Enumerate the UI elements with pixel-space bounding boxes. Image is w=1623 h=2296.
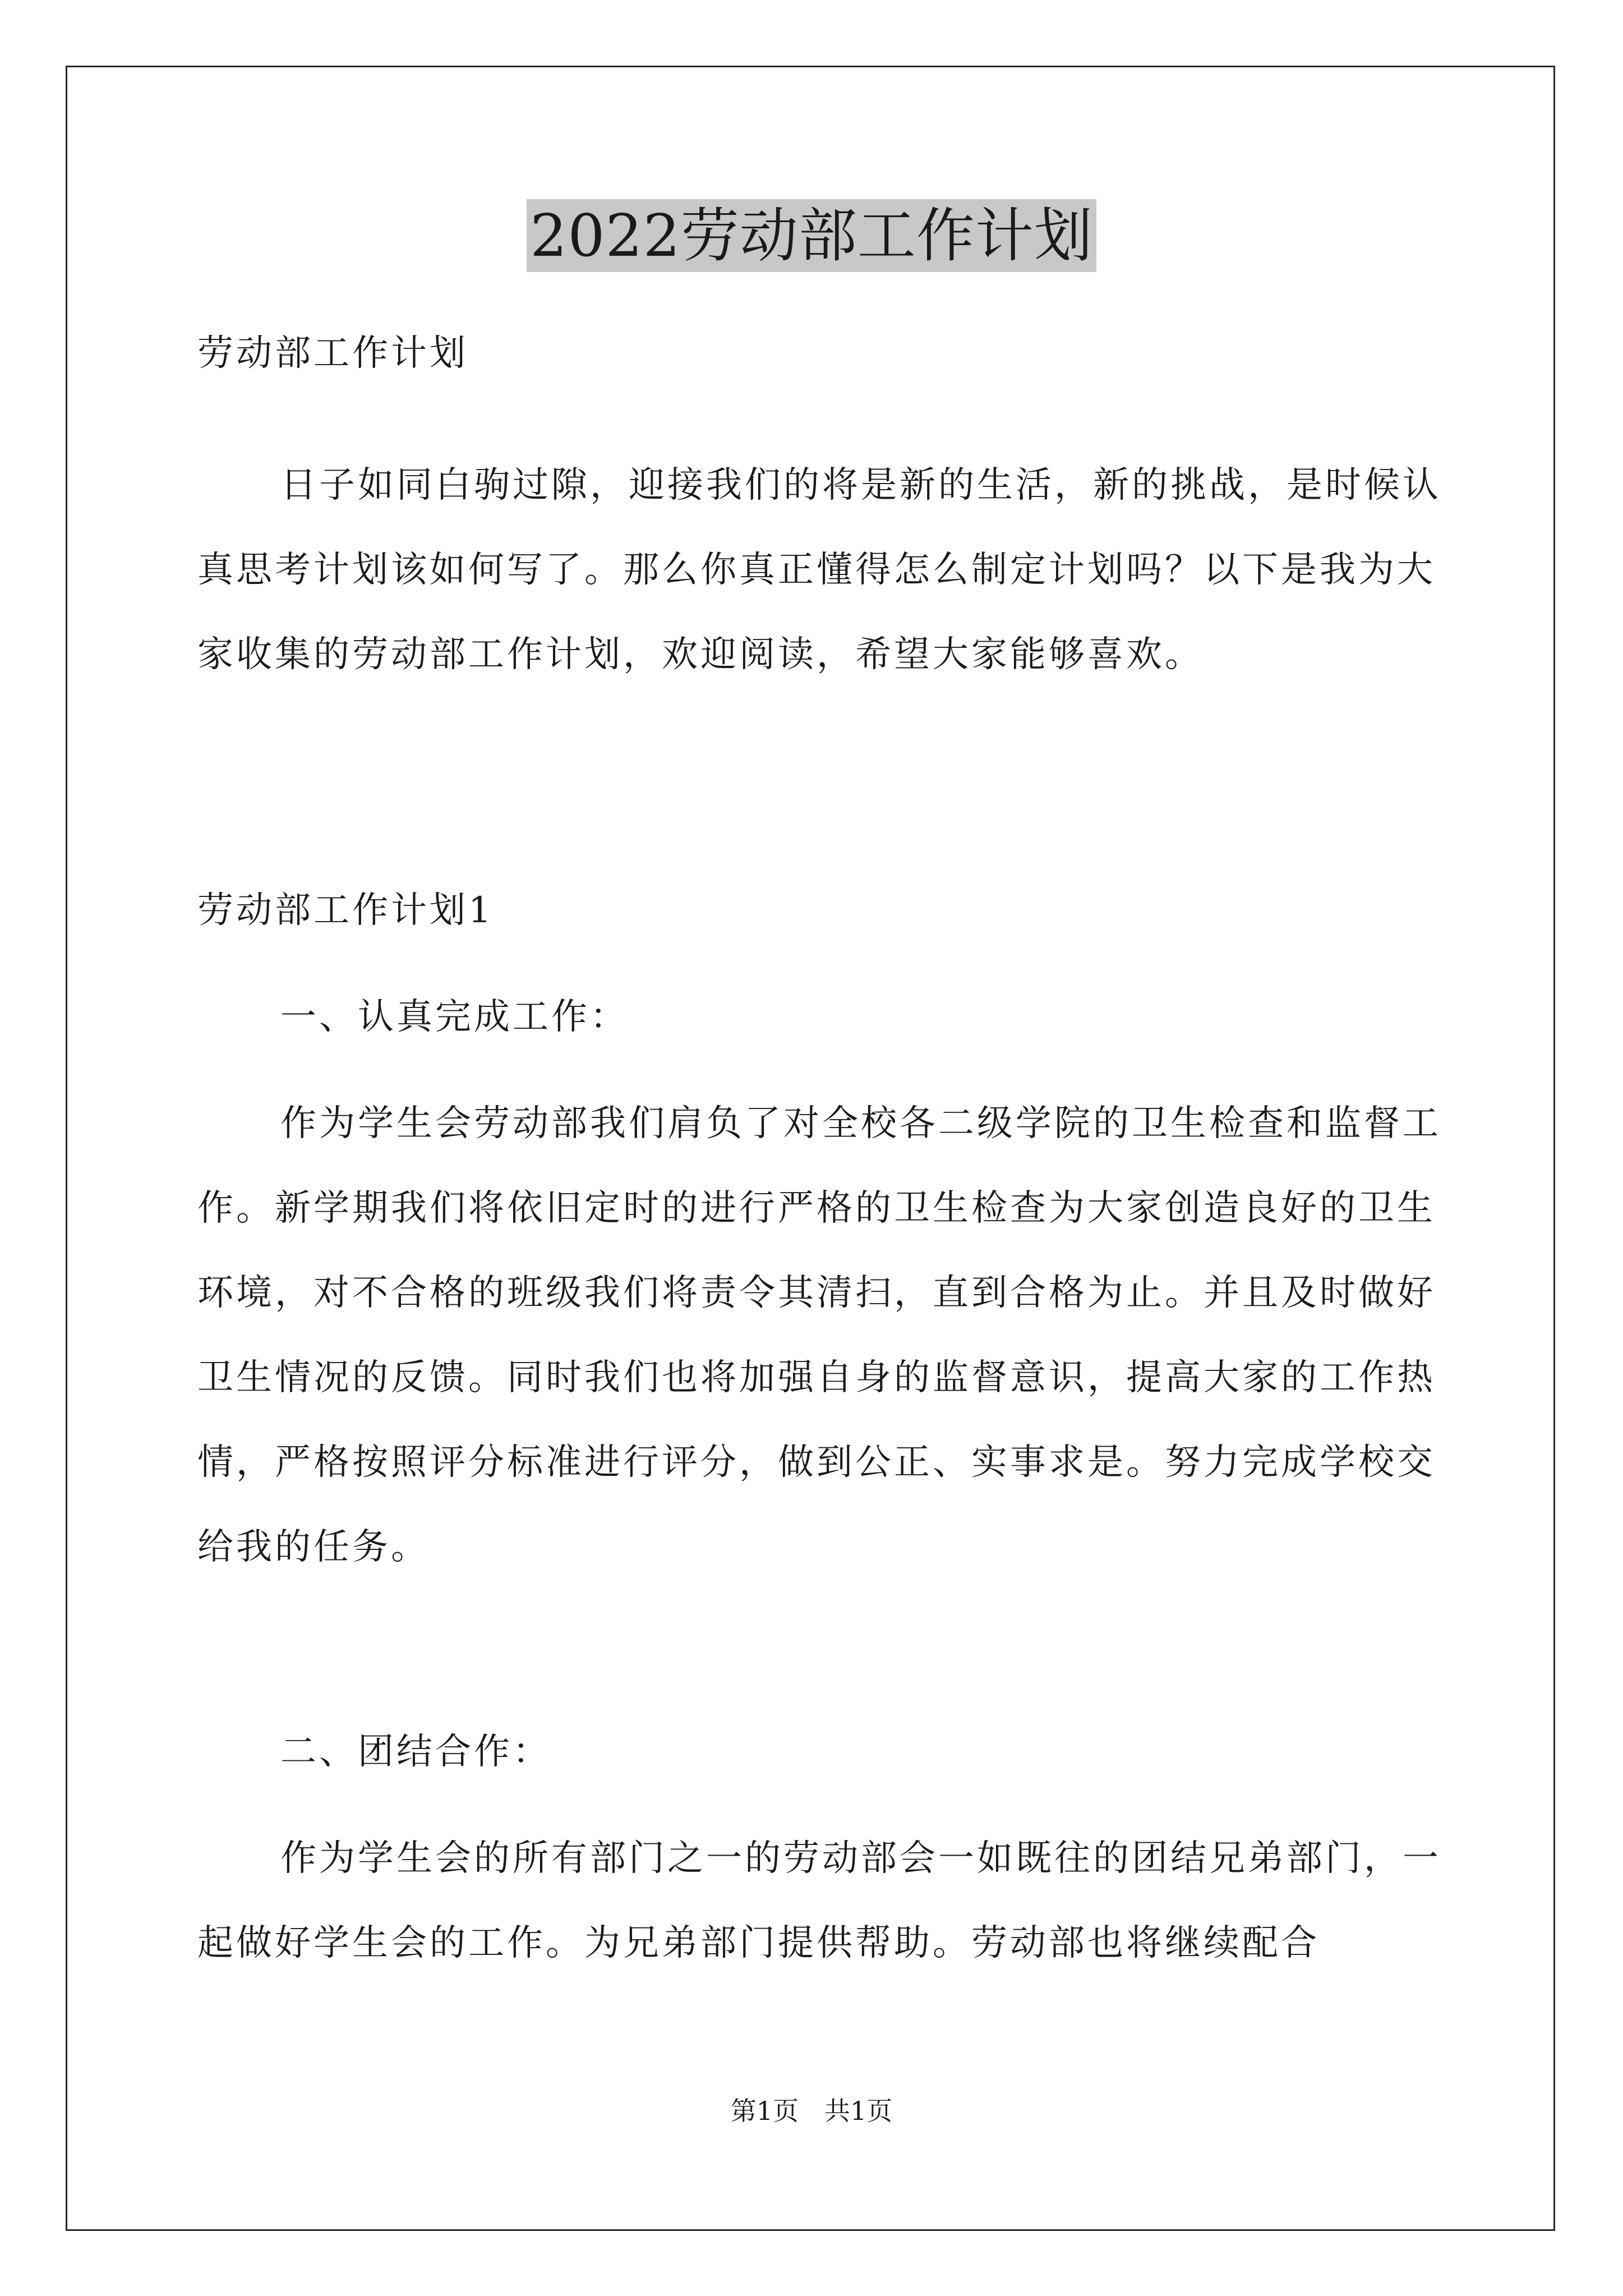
body-paragraph-2: 作为学生会的所有部门之一的劳动部会一如既往的团结兄弟部门，一起做好学生会的工作。为兄弟部门提供帮助。劳动部也将继续配合 [197,1838,1441,1964]
page-footer: 第1页 共1页 [730,2096,893,2126]
intro-paragraph: 日子如同白驹过隙，迎接我们的将是新的生活，新的挑战，是时候认真思考计划该如何写了。那么你真正懂得怎么制定计划吗？以下是我为大家收集的劳动部工作计划，欢迎阅读，希望大家能够喜欢。 [197,464,1441,675]
subheading-2: 二、团结合作： [280,1731,551,1773]
body-paragraph-1: 作为学生会劳动部我们肩负了对全校各二级学院的卫生检查和监督工作。新学期我们将依旧定时的进行严格的卫生检查为大家创造良好的卫生环境，对不合格的班级我们将责令其清扫，直到合格为止。并且及时做好卫生情况的反馈。同时我们也将加强自身的监督意识，提高大家的工作热情，严格按照评分标准进行评分，做到公正、实事求是。努力完成学校交给我的任务。 [197,1103,1441,1568]
section-heading: 劳动部工作计划 [197,333,468,374]
plan-heading: 劳动部工作计划1 [197,890,494,931]
document-title: 2022劳动部工作计划 [527,199,1096,272]
subheading-1: 一、认真完成工作： [280,996,629,1038]
title-container [0,199,1623,272]
